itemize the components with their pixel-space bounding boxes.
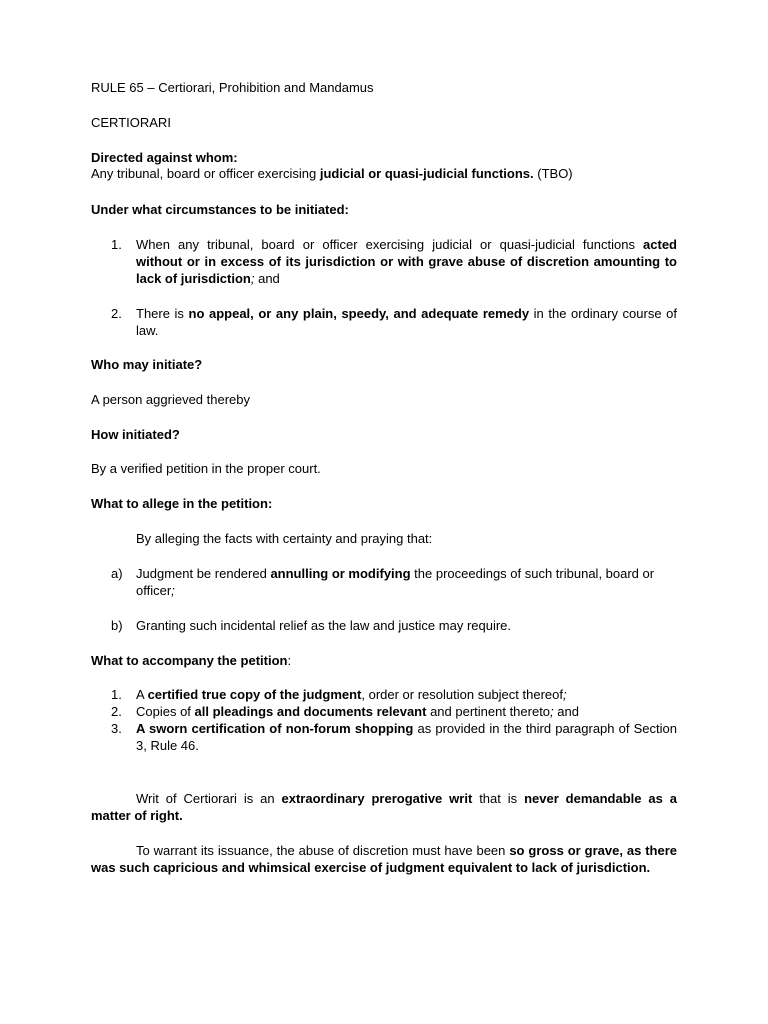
list-item-number: 2. [111, 704, 122, 719]
list-item: Granting such incidental relief as the law and justice may require. [136, 618, 512, 633]
section-heading-certiorari: CERTIORARI [91, 115, 171, 130]
list-item: Judgment be rendered annulling or modifying the proceedings of such tribunal, board or officer; [136, 566, 655, 598]
heading-who-may-initiate: Who may initiate? [91, 357, 203, 372]
heading-directed-against: Directed against whom: [91, 150, 238, 165]
allege-intro: By alleging the facts with certainty and praying that: [136, 531, 433, 546]
list-item-number: 1. [111, 237, 122, 252]
list-item: Copies of all pleadings and documents relevant and pertinent thereto; and [136, 704, 579, 719]
list-item: A certified true copy of the judgment, order or resolution subject thereof; [136, 687, 567, 702]
list-item-number: 2. [111, 306, 122, 321]
who-may-initiate-answer: A person aggrieved thereby [91, 392, 250, 407]
list-item-letter: a) [111, 566, 123, 581]
document-page [91, 0, 677, 1024]
list-item-number: 1. [111, 687, 122, 702]
list-item-number: 3. [111, 721, 122, 736]
list-item: There is no appeal, or any plain, speedy, and adequate remedy in the ordinary course of law. [136, 306, 677, 338]
directed-against-text: Any tribunal, board or officer exercising judicial or quasi-judicial functions. (TBO) [91, 166, 573, 181]
paragraph-abuse-of-discretion: To warrant its issuance, the abuse of discretion must have been so gross or grave, as there was such capricious and whimsical exercise of judgment equivalent to lack of jurisdiction. [91, 843, 678, 875]
list-item: When any tribunal, board or officer exercising judicial or quasi-judicial functions acted without or in excess of its jurisdiction or with grave abuse of discretion amounting to lack of jurisdiction; and [136, 237, 677, 286]
list-item-letter: b) [111, 618, 123, 633]
paragraph-extraordinary-writ: Writ of Certiorari is an extraordinary prerogative writ that is never demandable as a matter of right. [91, 791, 677, 823]
heading-how-initiated: How initiated? [91, 427, 180, 442]
heading-what-to-allege: What to allege in the petition: [91, 496, 273, 511]
list-item: A sworn certification of non-forum shopping as provided in the third paragraph of Section 3, Rule 46. [136, 721, 678, 753]
how-initiated-answer: By a verified petition in the proper court. [91, 461, 321, 476]
heading-what-to-accompany: What to accompany the petition: [91, 653, 292, 668]
heading-circumstances: Under what circumstances to be initiated: [91, 202, 349, 217]
document-title: RULE 65 – Certiorari, Prohibition and Mandamus [91, 80, 374, 95]
